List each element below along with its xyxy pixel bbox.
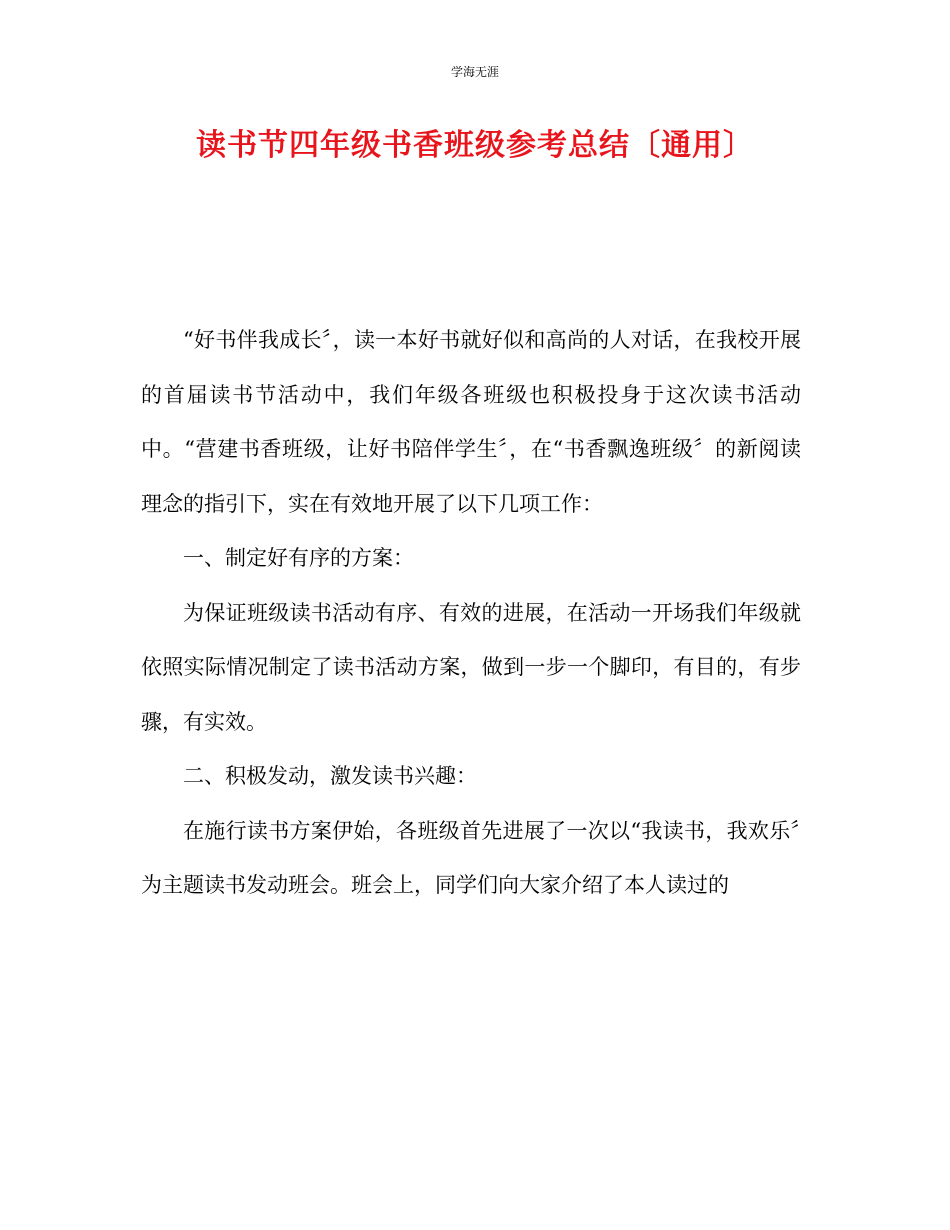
- paragraph-mobilize: 在施行读书方案伊始，各班级首先进展了一次以“我读书，我欢乐〞为主题读书发动班会。班会上，同学们向大家介绍了本人读过的: [141, 818, 801, 897]
- document-title: 读书节四年级书香班级参考总结〔通用〕: [196, 128, 754, 163]
- header-note: 学海无涯: [450, 65, 499, 79]
- paragraph-intro: “好书伴我成长〞，读一本好书就好似和高尚的人对话，在我校开展的首届读书节活动中，我们年级各班级也积极投身于这次读书活动中。“营建书香班级，让好书陪伴学生〞，在“书香飘逸班级〞的新阅读理念的指引下，实在有效地开展了以下几项工作：: [141, 328, 801, 516]
- section-heading-1: 一、制定好有序的方案：: [183, 546, 414, 570]
- document-body: [141, 313, 801, 913]
- paragraph-plan: 为保证班级读书活动有序、有效的进展，在活动一开场我们年级就依照实际情况制定了读书活动方案，做到一步一个脚印，有目的，有步骤，有实效。: [141, 600, 801, 734]
- section-heading-2: 二、积极发动，激发读书兴趣：: [183, 764, 477, 788]
